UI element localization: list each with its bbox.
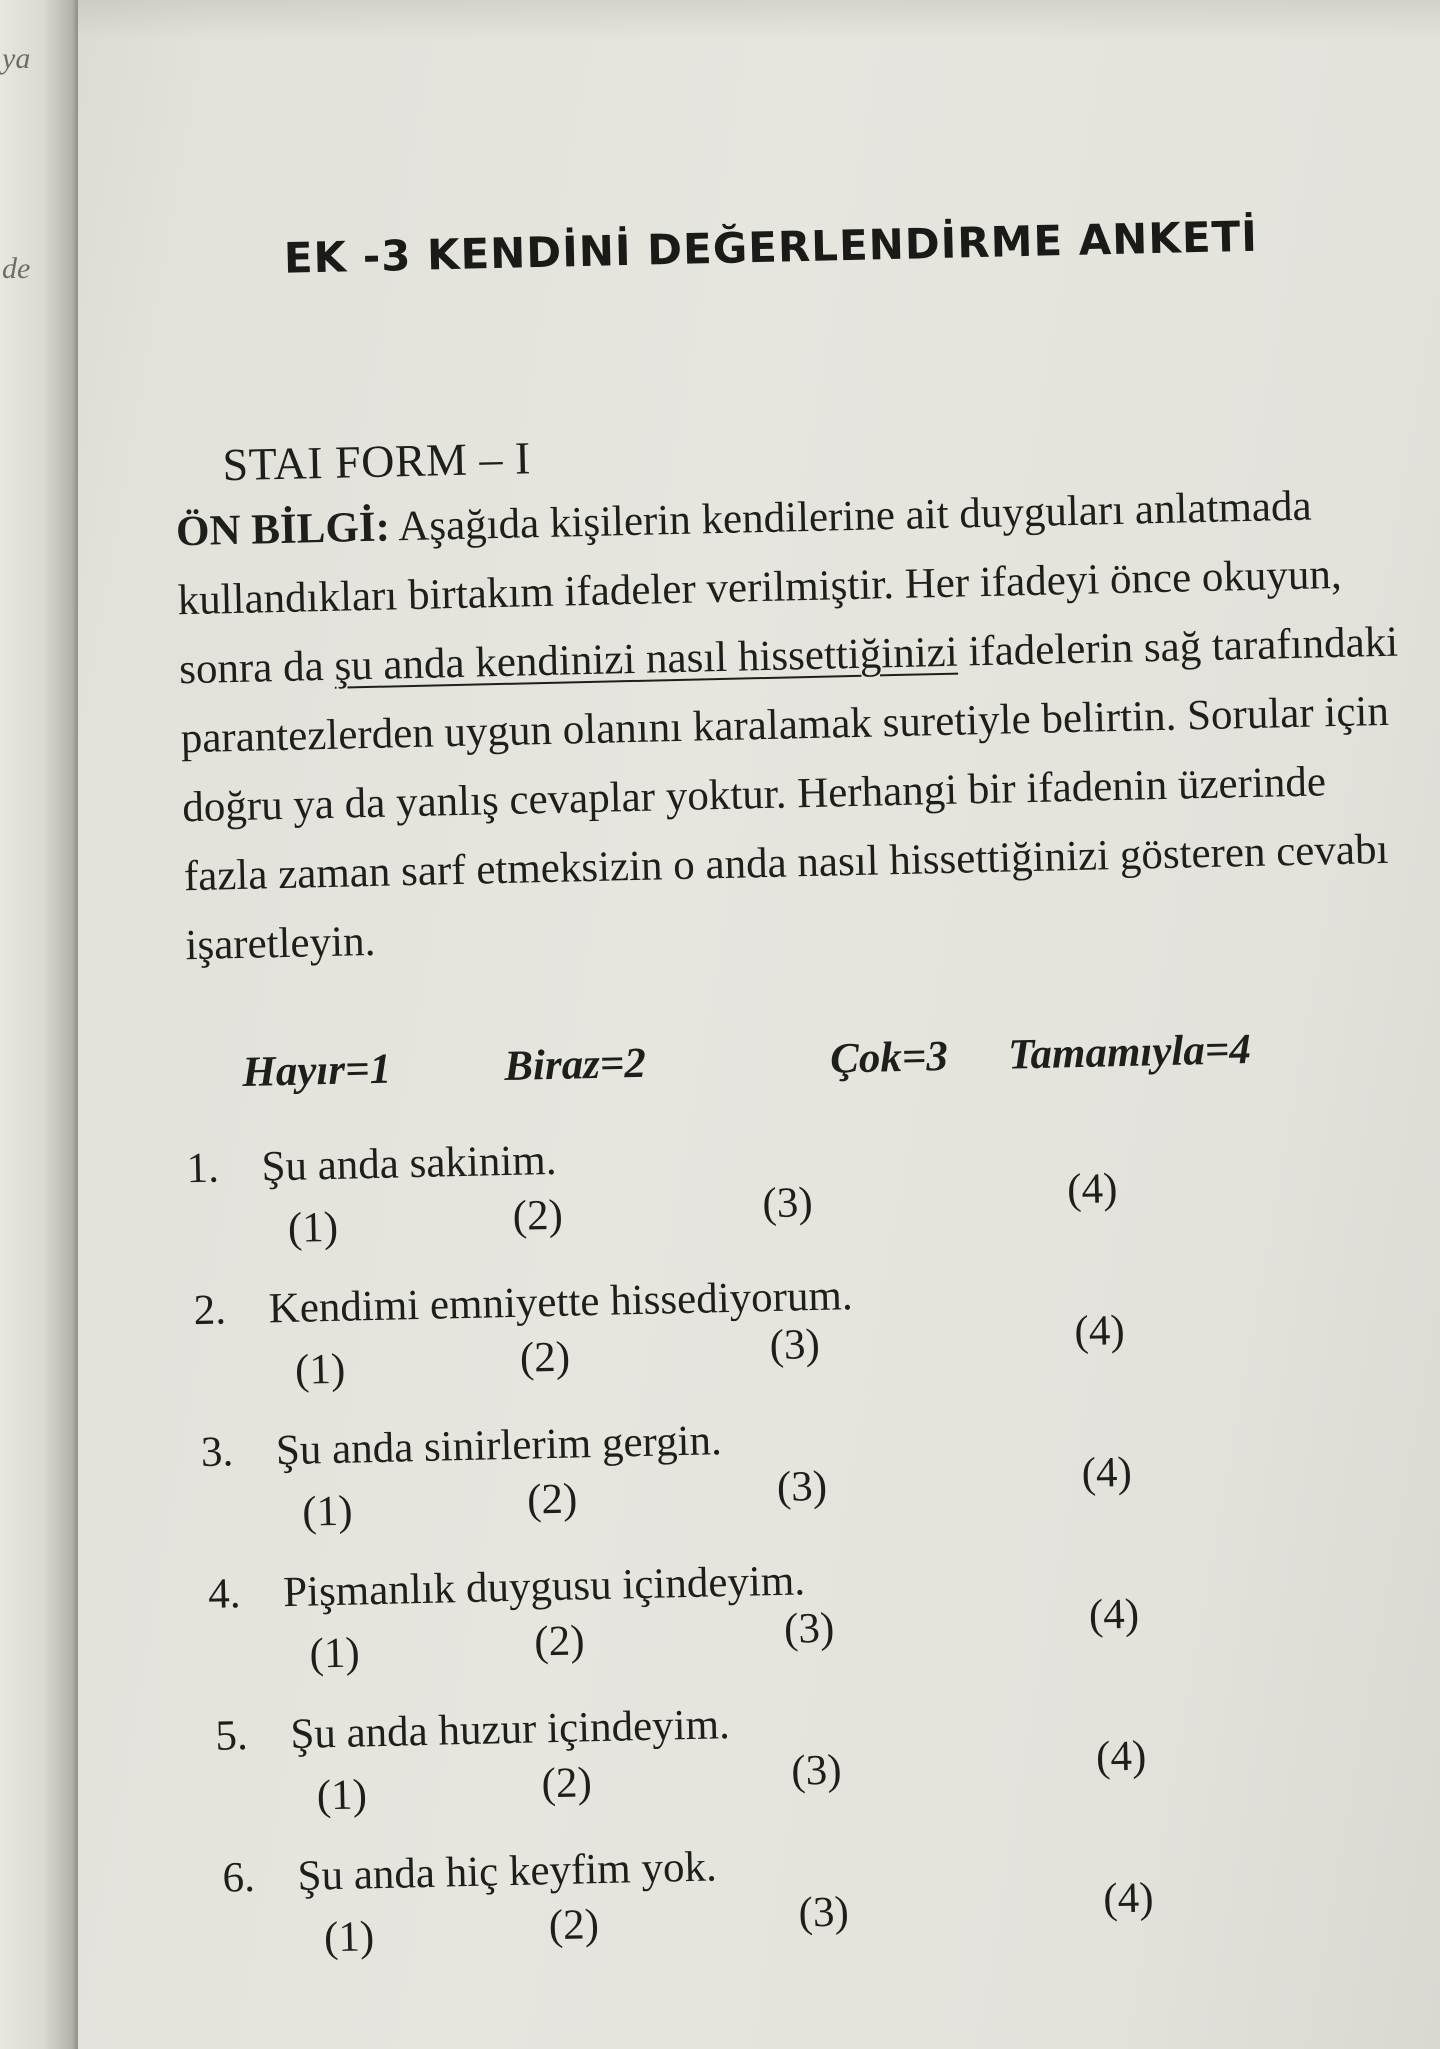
answer-option-4[interactable]: (4) [1088,1590,1140,1639]
question-text: Şu anda hiç keyfim yok. [297,1843,718,1900]
answer-scale-legend [242,1022,1393,1108]
page-content [140,0,1440,2048]
question-number: 2. [193,1286,227,1335]
answer-option-3[interactable]: (3) [790,1746,843,1795]
answer-option-2[interactable]: (2) [548,1901,600,1950]
question-item [200,1401,1403,1568]
answer-option-2[interactable]: (2) [533,1617,586,1666]
answer-option-1[interactable]: (1) [301,1487,354,1536]
question-number: 4. [207,1570,241,1618]
question-text: Pişmanlık duygusu içindeyim. [282,1557,806,1617]
answer-option-1[interactable]: (1) [309,1629,361,1678]
intro-label: ÖN BİLGİ: [175,503,391,556]
question-text: Şu anda sinirlerim gergin. [275,1417,723,1475]
answer-option-1[interactable]: (1) [316,1771,368,1820]
intro-underlined-text: şu anda kendinizi nasıl hissettiğinizi [333,628,959,690]
question-item [222,1826,1425,1993]
question-item [186,1117,1389,1284]
question-text: Kendimi emniyette hissediyorum. [268,1272,854,1333]
question-item [208,1543,1411,1710]
question-text: Şu anda huzur içindeyim. [289,1701,731,1759]
scale-item: Tamamıyla=4 [1007,1026,1252,1079]
answer-option-1[interactable]: (1) [287,1203,339,1252]
question-number: 6. [222,1853,256,1902]
answer-option-2[interactable]: (2) [512,1191,564,1240]
answer-option-4[interactable]: (4) [1066,1165,1118,1214]
question-item [193,1259,1396,1426]
question-number: 1. [185,1144,220,1193]
answer-option-2[interactable]: (2) [519,1333,571,1382]
scale-item: Çok=3 [829,1032,949,1083]
book-gutter [0,0,78,2049]
answer-option-1[interactable]: (1) [323,1913,375,1962]
answer-option-1[interactable]: (1) [294,1345,346,1394]
document-title: EK -3 KENDİNİ DEĞERLENDİRME ANKETİ [283,211,1259,283]
answer-option-4[interactable]: (4) [1073,1307,1126,1356]
intro-paragraph [175,469,1416,980]
intro-text: ifadelerin sağ tarafındaki parantezlerden uygun olanını karalamak suretiyle belirtin. Sorular için doğru ya da yanlış cevaplar yoktur. Herhangi bir ifadenin üzerinde fazla zaman sarf etmeksizin o anda nasıl hissettiğinizi gösteren cevabı işaretleyin. [180,618,1399,970]
answer-option-3[interactable]: (3) [798,1888,850,1937]
answer-option-3[interactable]: (3) [761,1179,814,1228]
gutter-text-fragment: de [2,252,31,285]
scale-item: Biraz=2 [503,1039,647,1091]
answer-option-4[interactable]: (4) [1095,1732,1147,1781]
scale-item: Hayır=1 [241,1045,392,1096]
answer-option-4[interactable]: (4) [1081,1448,1133,1498]
answer-option-4[interactable]: (4) [1102,1874,1154,1923]
answer-option-3[interactable]: (3) [783,1604,835,1653]
question-text: Şu anda sakinim. [260,1136,557,1191]
question-item [215,1685,1418,1852]
form-heading: STAI FORM – I [221,432,532,491]
question-number: 5. [214,1712,249,1760]
gutter-text-fragment: ya [2,42,31,75]
intro-text: Aşağıda kişilerin kendilerine ait duyguları anlatmada kullandıkları birtakım ifadeler verilmiştir. Her ifadeyi önce okuyun, sonra da [177,482,1343,694]
question-number: 3. [200,1428,234,1476]
answer-option-2[interactable]: (2) [526,1475,578,1524]
answer-option-3[interactable]: (3) [776,1462,828,1511]
answer-option-2[interactable]: (2) [541,1759,593,1808]
answer-option-3[interactable]: (3) [769,1320,821,1370]
